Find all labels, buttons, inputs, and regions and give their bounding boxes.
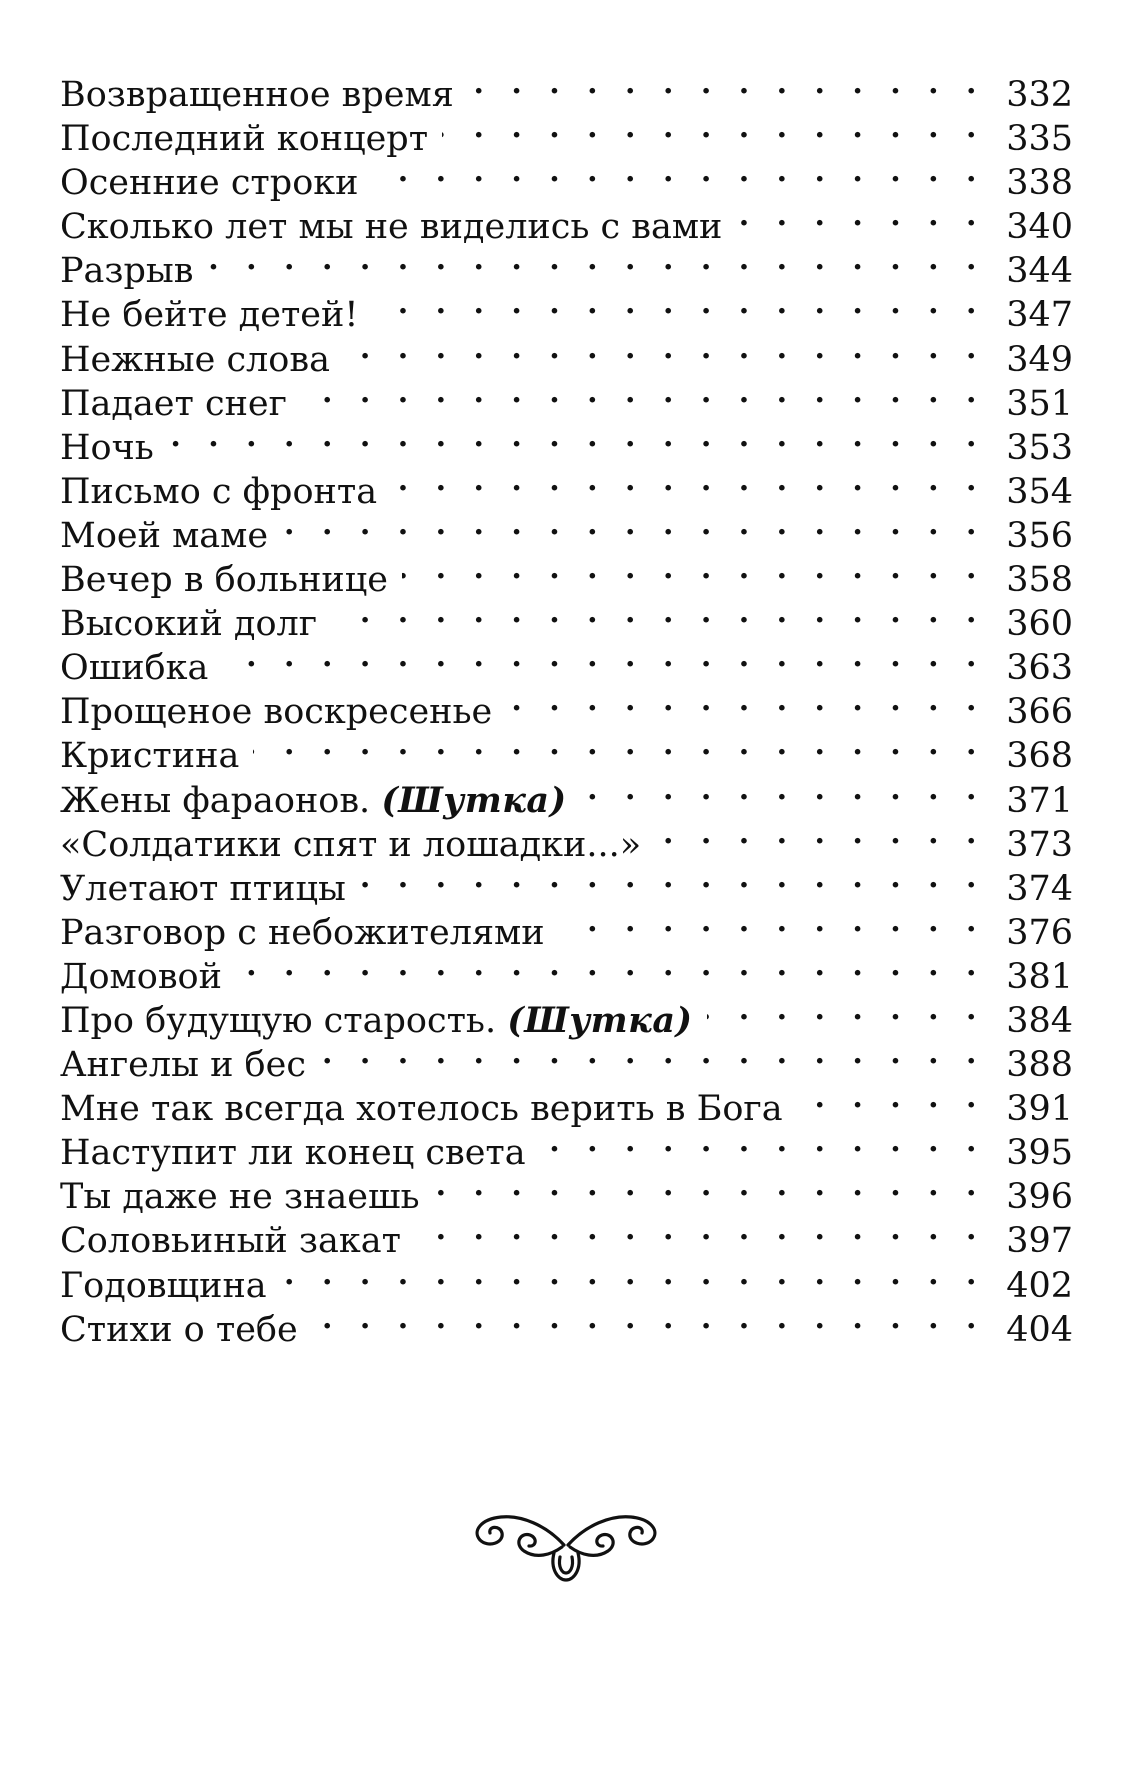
dot-leader (797, 1076, 985, 1120)
dot-leader (468, 62, 985, 106)
toc-entry-title-text: Соловьиный закат (60, 1221, 401, 1262)
dot-leader (655, 812, 985, 856)
toc-entry-title-text: Последний концерт (60, 119, 429, 160)
dot-leader (320, 1032, 985, 1076)
toc-entry-note: (Шутка) (381, 779, 567, 821)
toc-entry-title (60, 73, 468, 117)
toc-entry-title-text: Ангелы и бес (60, 1045, 306, 1086)
toc-entry-page-number: 376 (1006, 912, 1073, 953)
toc-entry-title (60, 1175, 434, 1219)
toc-entry-page-number: 404 (1006, 1309, 1073, 1350)
toc-entry-title-text: Разговор с небожителями (60, 912, 545, 953)
toc-entry-title-text: Ночь (60, 427, 154, 468)
toc-entry-title (60, 867, 360, 911)
dot-leader (344, 327, 985, 371)
toc-entry-page-number: 366 (1006, 692, 1073, 733)
toc-entry-title-text: Мне так всегда хотелось верить в Бога (60, 1089, 783, 1130)
toc-entry-title-text: Жены фараонов. (60, 780, 371, 821)
flourish-ornament-icon (466, 1485, 666, 1585)
toc-entry-title-text: Разрыв (60, 251, 194, 292)
dot-leader (391, 459, 985, 503)
toc-entry-page-number: 397 (1006, 1221, 1073, 1262)
toc-entry-page-number: 388 (1006, 1045, 1073, 1086)
toc-entry-page-number: 381 (1006, 956, 1073, 997)
toc-entry-title-text: Годовщина (60, 1265, 267, 1306)
toc-entry-title-text: Моей маме (60, 515, 269, 556)
toc-entry-page-number: 351 (1006, 383, 1073, 424)
toc-entry (60, 415, 1073, 468)
toc-entry-title (60, 426, 168, 470)
dot-leader (207, 238, 985, 282)
toc-entry-title-text: Кристина (60, 736, 240, 777)
dot-leader (559, 900, 985, 944)
toc-entry-page-number: 354 (1006, 471, 1073, 512)
toc-entry-title-text: Домовой (60, 956, 222, 997)
toc-entry-title-text: Падает снег (60, 383, 287, 424)
dot-leader (168, 415, 985, 459)
toc-entry-title (60, 779, 581, 823)
toc-entry-page-number: 347 (1006, 295, 1073, 336)
toc-entry-page-number: 335 (1006, 119, 1073, 160)
dot-leader (372, 150, 985, 194)
toc-entry (60, 459, 1073, 512)
toc-entry-title (60, 646, 222, 690)
dot-leader (236, 944, 985, 988)
toc-entry-title-text: Про будущую старость. (60, 1000, 497, 1041)
toc-entry-title-text: Улетают птицы (60, 868, 346, 909)
toc-entry-title-text: Возвращенное время (60, 75, 454, 115)
dot-leader (281, 1253, 985, 1297)
toc-entry-page-number: 384 (1006, 1000, 1073, 1041)
toc-entry (60, 238, 1073, 292)
dot-leader (253, 723, 985, 767)
toc-entry-page-number: 360 (1006, 604, 1073, 645)
toc-entry-title-text: Высокий долг (60, 604, 318, 645)
dot-leader (434, 1164, 985, 1208)
toc-entry-title-text: Стихи о тебе (60, 1309, 298, 1350)
toc-entry-title-text: Осенние строки (60, 163, 359, 204)
toc-entry-title (60, 514, 282, 558)
dot-leader (415, 1208, 985, 1252)
toc-entry-title (60, 1264, 281, 1308)
toc-entry-page-number: 374 (1006, 868, 1073, 909)
toc-entry-page-number: 358 (1006, 560, 1073, 601)
toc-entry-page-number: 368 (1006, 736, 1073, 777)
dot-leader (282, 503, 985, 547)
dot-leader (442, 106, 985, 150)
toc-entry (60, 62, 1073, 115)
toc-entry-title (60, 293, 372, 337)
toc-entry-title-text: Письмо с фронта (60, 471, 378, 512)
dot-leader (736, 194, 985, 238)
toc-entry-page-number: 395 (1006, 1133, 1073, 1174)
toc-entry-title-text: Не бейте детей! (60, 295, 359, 336)
dot-leader (372, 282, 985, 326)
dot-leader (506, 679, 985, 723)
dot-leader (540, 1120, 985, 1164)
toc-entry-title-text: Ты даже не знаешь (60, 1177, 420, 1218)
toc-entry-page-number: 363 (1006, 648, 1073, 689)
dot-leader (301, 371, 985, 415)
toc-entry-title (60, 249, 207, 293)
toc-entry-page-number: 353 (1006, 427, 1073, 468)
toc-entry-page-number: 344 (1006, 251, 1073, 292)
toc-entry-page-number: 349 (1006, 339, 1073, 380)
toc-entry-title-text: «Солдатики спят и лошадки...» (60, 824, 642, 865)
toc-entry-page-number: 332 (1006, 75, 1073, 115)
toc-entry-page-number: 356 (1006, 515, 1073, 556)
toc-entry-title (60, 955, 236, 999)
table-of-contents (60, 62, 1073, 1350)
dot-leader (331, 591, 985, 635)
toc-entry-title-text: Вечер в больнице (60, 560, 388, 601)
toc-entry (60, 282, 1073, 336)
toc-entry-page-number: 371 (1006, 780, 1073, 821)
dot-leader (581, 768, 985, 812)
toc-entry-page-number: 391 (1006, 1089, 1073, 1130)
dot-leader (312, 1297, 985, 1341)
toc-entry-title (60, 734, 253, 778)
toc-entry-page-number: 402 (1006, 1265, 1073, 1306)
toc-entry-page-number: 340 (1006, 207, 1073, 248)
toc-entry-note: (Шутка) (507, 999, 693, 1041)
toc-entry-title-text: Наступит ли конец света (60, 1133, 526, 1174)
toc-entry-page-number: 396 (1006, 1177, 1073, 1218)
dot-leader (222, 635, 985, 679)
toc-entry-title (60, 161, 372, 205)
dot-leader (402, 547, 985, 591)
toc-entry-title (60, 1043, 320, 1087)
toc-entry-page-number: 373 (1006, 824, 1073, 865)
toc-entry-title-text: Прощеное воскресенье (60, 692, 493, 733)
toc-entry-title-text: Ошибка (60, 648, 209, 689)
dot-leader (707, 988, 985, 1032)
toc-entry-title-text: Сколько лет мы не виделись с вами (60, 207, 723, 248)
toc-entry-title-text: Нежные слова (60, 339, 330, 380)
toc-entry-page-number: 338 (1006, 163, 1073, 204)
dot-leader (360, 856, 985, 900)
toc-entry-title (60, 1308, 312, 1352)
